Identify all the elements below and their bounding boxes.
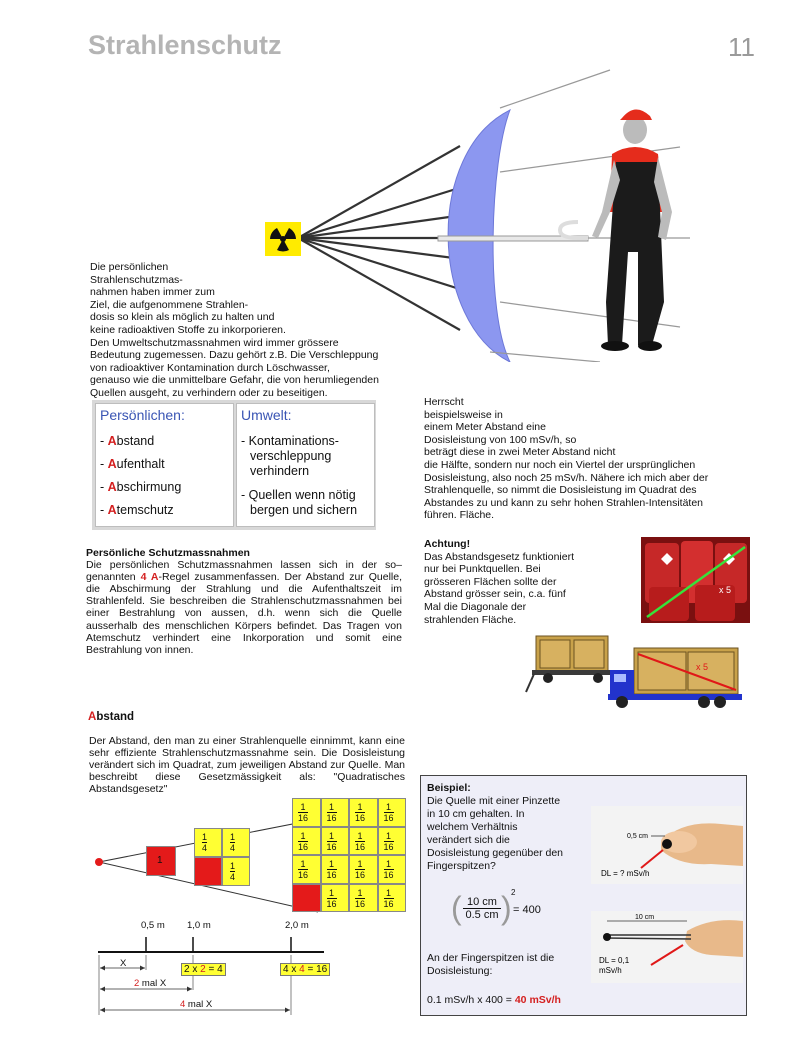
fraction-label: $\frac{1}{16}$ <box>355 887 366 909</box>
point-source <box>95 858 103 866</box>
area-16-grid <box>292 798 406 912</box>
measures-table <box>92 400 376 530</box>
fraction-label: $\frac{1}{16}$ <box>383 859 394 880</box>
x-label: X <box>120 958 127 969</box>
fraction-label: $\frac{1}{16}$ <box>326 887 337 909</box>
intro-text: Die persönlichen Strahlenschutzmas- nahmen haben immer zum Ziel, die aufgenommene Strahlen- dosis so klein als möglich zu halten und keine radioaktiven Stoffe zu inkorporieren. Den Umweltschutzmassnahmen wird immer grössere Bedeutung zugemessen. Dazu gehört z.B. Die Verschleppung von radioaktiver Kontamination durch Löschwasser, genauso wie die unmittelbare Gefahr, die von herumliegenden Quellen ausgeht, zu verhindern oder zu beseitigen. <box>90 261 379 399</box>
tweezers-10cm-photo <box>591 911 743 983</box>
tick-label: 0,5 m <box>141 920 165 931</box>
fraction-label: $\frac{1}{16}$ <box>355 859 366 880</box>
tick-label: 2,0 m <box>285 920 309 931</box>
worker-figure <box>592 109 672 351</box>
abstand-paragraph: Der Abstand, den man zu einer Strahlenquelle einnimmt, kann eine sehr effiziente Strahlenschutzmassnahme sein. Die Dosisleistung verändert sich im Quadrat, zum jeweiligen Abstand zur Quelle. Man beschreibt diese Gesetzmässigkeit als: "Quadratisches Abstandsgesetz" <box>89 735 405 796</box>
svg-text:mSv/h: mSv/h <box>599 966 622 975</box>
fraction-label: $\frac{1}{16}$ <box>298 859 309 880</box>
list-item: - Abschirmung <box>100 480 182 494</box>
barrels-photo <box>641 537 750 623</box>
fraction-label: $\frac{1}{16}$ <box>355 802 366 823</box>
calc-result: 0.1 mSv/h x 400 = 40 mSv/h <box>427 994 561 1006</box>
section-heading: Persönliche Schutzmassnahmen <box>86 547 250 559</box>
fraction-label: $\frac{1}{16}$ <box>383 830 394 852</box>
fraction-label: $\frac{1}{16}$ <box>383 802 394 823</box>
list-item: - Kontaminations- verschleppung verhindern <box>241 434 339 478</box>
svg-text:DL = ? mSv/h: DL = ? mSv/h <box>601 869 650 878</box>
tweezers-finger-photo <box>591 806 743 884</box>
fraction-label: $\frac{1}{16}$ <box>383 887 394 909</box>
svg-text:10 cm: 10 cm <box>635 914 655 921</box>
protection-paragraph: Die persönlichen Schutzmassnahmen lassen sich in der so–genannten 4 A-Regel zusammenfassen. Der Abstand zur Quelle, die Abschirmung der Strahlung und die Aufenthaltszeit im Strahlenfeld. Sie beschreiben die Strahlenschutzmassnahmen bei einer Bestrahlung von aussen, d.h. wenn sich die Quelle ausserhalb des menschlichen Körpers befindet. Das Tragen von Atemschutz verhindert eine Inkorporation und somit eine Bestrahlung von innen. <box>86 559 402 656</box>
page-title: Strahlenschutz <box>88 30 282 60</box>
example-box: Beispiel: Die Quelle mit einer Pinzette in 10 cm gehalten. In welchem Verhältnis verändert sich die Dosisleistung gegenüber den Fingerspitzen? ( 10 cm 0.5 cm ) 2 = 400 An der Fingerspitzen ist die Dosisleistung: 0.1 mSv/h x 400 = 40 mSv/h 0,5 cm DL = ? mSv/h 10 cm DL = 0,1 mSv/h <box>420 775 747 1016</box>
list-item: - Abstand <box>100 434 155 448</box>
fraction-label: $\frac{1}{16}$ <box>298 830 309 852</box>
radiation-trefoil-icon <box>265 222 301 256</box>
list-item: - Quellen wenn nötig bergen und sichern <box>241 488 358 517</box>
two-x-label: 2 mal X <box>134 978 167 989</box>
protection-section <box>86 547 402 656</box>
page-number: 11 <box>728 32 755 62</box>
barrel-x5-label: x 5 <box>719 585 732 595</box>
attention-note: Achtung! Das Abstandsgesetz funktioniert nur bei Punktquellen. Bei grösseren Flächen sollte der Abstand grösser sein, c.a. fünf Mal die Diagonale der strahlenden Fläche. <box>424 538 575 626</box>
ratio-formula: ( 10 cm 0.5 cm ) 2 = 400 <box>451 888 541 926</box>
area-4-grid: $\frac{1}{4}$ $\frac{1}{4}$ $\frac{1}{4}$ <box>194 828 250 886</box>
fraction-label: $\frac{1}{16}$ <box>326 830 337 852</box>
box-personal: Persönlichen: - Abstand - Aufenthalt - Abschirmung - Atemschutz <box>95 403 234 527</box>
fraction-label: $\frac{1}{16}$ <box>326 859 337 880</box>
fraction-label: $\frac{1}{16}$ <box>355 830 366 852</box>
tick-label: 1,0 m <box>187 920 211 931</box>
list-item: - Atemschutz <box>100 503 174 517</box>
svg-text:0,5 cm: 0,5 cm <box>627 833 649 840</box>
list-item: - Aufenthalt <box>100 457 165 471</box>
four-x-label: 4 mal X <box>180 999 213 1010</box>
equation-4x4: 4 x 4 = 16 <box>280 963 330 976</box>
abstand-heading: Abstand <box>88 711 135 723</box>
box-environment: Umwelt: - Kontaminations- verschleppung verhindern - Quellen wenn nötig bergen und sichern <box>236 403 375 527</box>
equation-2x2: 2 x 2 = 4 <box>181 963 226 976</box>
distance-law-text: Herrscht beispielsweise in einem Meter Abstand eine Dosisleistung von 100 mSv/h, so beträgt diese in zwei Meter Abstand nicht die Hälfte, sondern nur noch ein Viertel der ursprünglichen Dosisleistung, also noch 25 mSv/h. Nähere ich mich aber der Strahlenquelle, so nimmt die Dosisleistung im Quadrat des Abstandes zu und kann zu sehr hohen Strahlen-Intensitäten führen. Fläche. <box>424 396 709 522</box>
fraction-label: $\frac{1}{16}$ <box>298 802 309 823</box>
svg-text:DL = 0,1: DL = 0,1 <box>599 956 630 965</box>
truck-trailer-illustration <box>524 624 746 710</box>
truck-x5-label: x 5 <box>696 662 709 672</box>
grid-cell <box>292 884 321 913</box>
fraction-label: $\frac{1}{16}$ <box>326 802 337 823</box>
